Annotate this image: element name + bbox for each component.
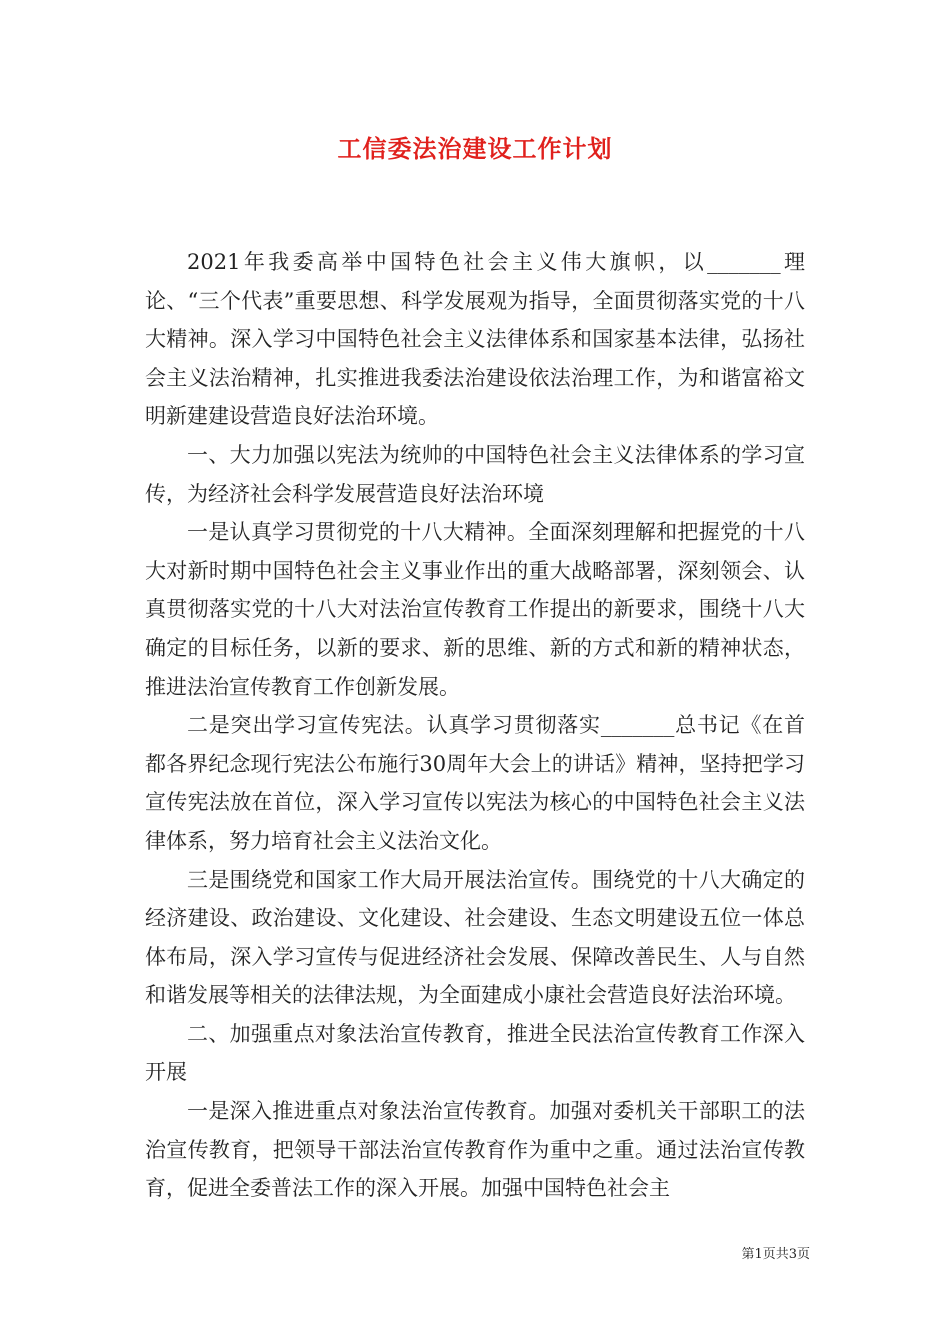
document-body	[145, 243, 805, 1208]
page-number-footer: 第1页共3页	[741, 1247, 810, 1262]
paragraph-section-1-item-1: 一是认真学习贯彻党的十八大精神。全面深刻理解和把握党的十八大对新时期中国特色社会主义事业作出的重大战略部署，深刻领会、认真贯彻落实党的十八大对法治宣传教育工作提出的新要求，围绕十八大确定的目标任务，以新的要求、新的思维、新的方式和新的精神状态，推进法治宣传教育工作创新发展。	[145, 520, 805, 699]
paragraph-section-2-heading: 二、加强重点对象法治宣传教育，推进全民法治宣传教育工作深入开展	[145, 1021, 805, 1085]
paragraph-intro: 2021年我委高举中国特色社会主义伟大旗帜，以_______理论、“三个代表”重要思想、科学发展观为指导，全面贯彻落实党的十八大精神。深入学习中国特色社会主义法律体系和国家基本法律，弘扬社会主义法治精神，扎实推进我委法治建设依法治理工作，为和谐富裕文明新建建设营造良好法治环境。	[145, 250, 805, 429]
paragraph-section-1-item-2: 二是突出学习宣传宪法。认真学习贯彻落实_______总书记《在首都各界纪念现行宪法公布施行30周年大会上的讲话》精神，坚持把学习宣传宪法放在首位，深入学习宣传以宪法为核心的中国特色社会主义法律体系，努力培育社会主义法治文化。	[145, 713, 805, 853]
document-title: 工信委法治建设工作计划	[337, 134, 613, 163]
paragraph-section-2-item-1: 一是深入推进重点对象法治宣传教育。加强对委机关干部职工的法治宣传教育，把领导干部法治宣传教育作为重中之重。通过法治宣传教育，促进全委普法工作的深入开展。加强中国特色社会主	[145, 1099, 805, 1201]
paragraph-section-1-heading: 一、大力加强以宪法为统帅的中国特色社会主义法律体系的学习宣传，为经济社会科学发展营造良好法治环境	[145, 442, 805, 506]
paragraph-section-1-item-3: 三是围绕党和国家工作大局开展法治宣传。围绕党的十八大确定的经济建设、政治建设、文化建设、社会建设、生态文明建设五位一体总体布局，深入学习宣传与促进经济社会发展、保障改善民生、人与自然和谐发展等相关的法律法规，为全面建成小康社会营造良好法治环境。	[145, 867, 805, 1008]
